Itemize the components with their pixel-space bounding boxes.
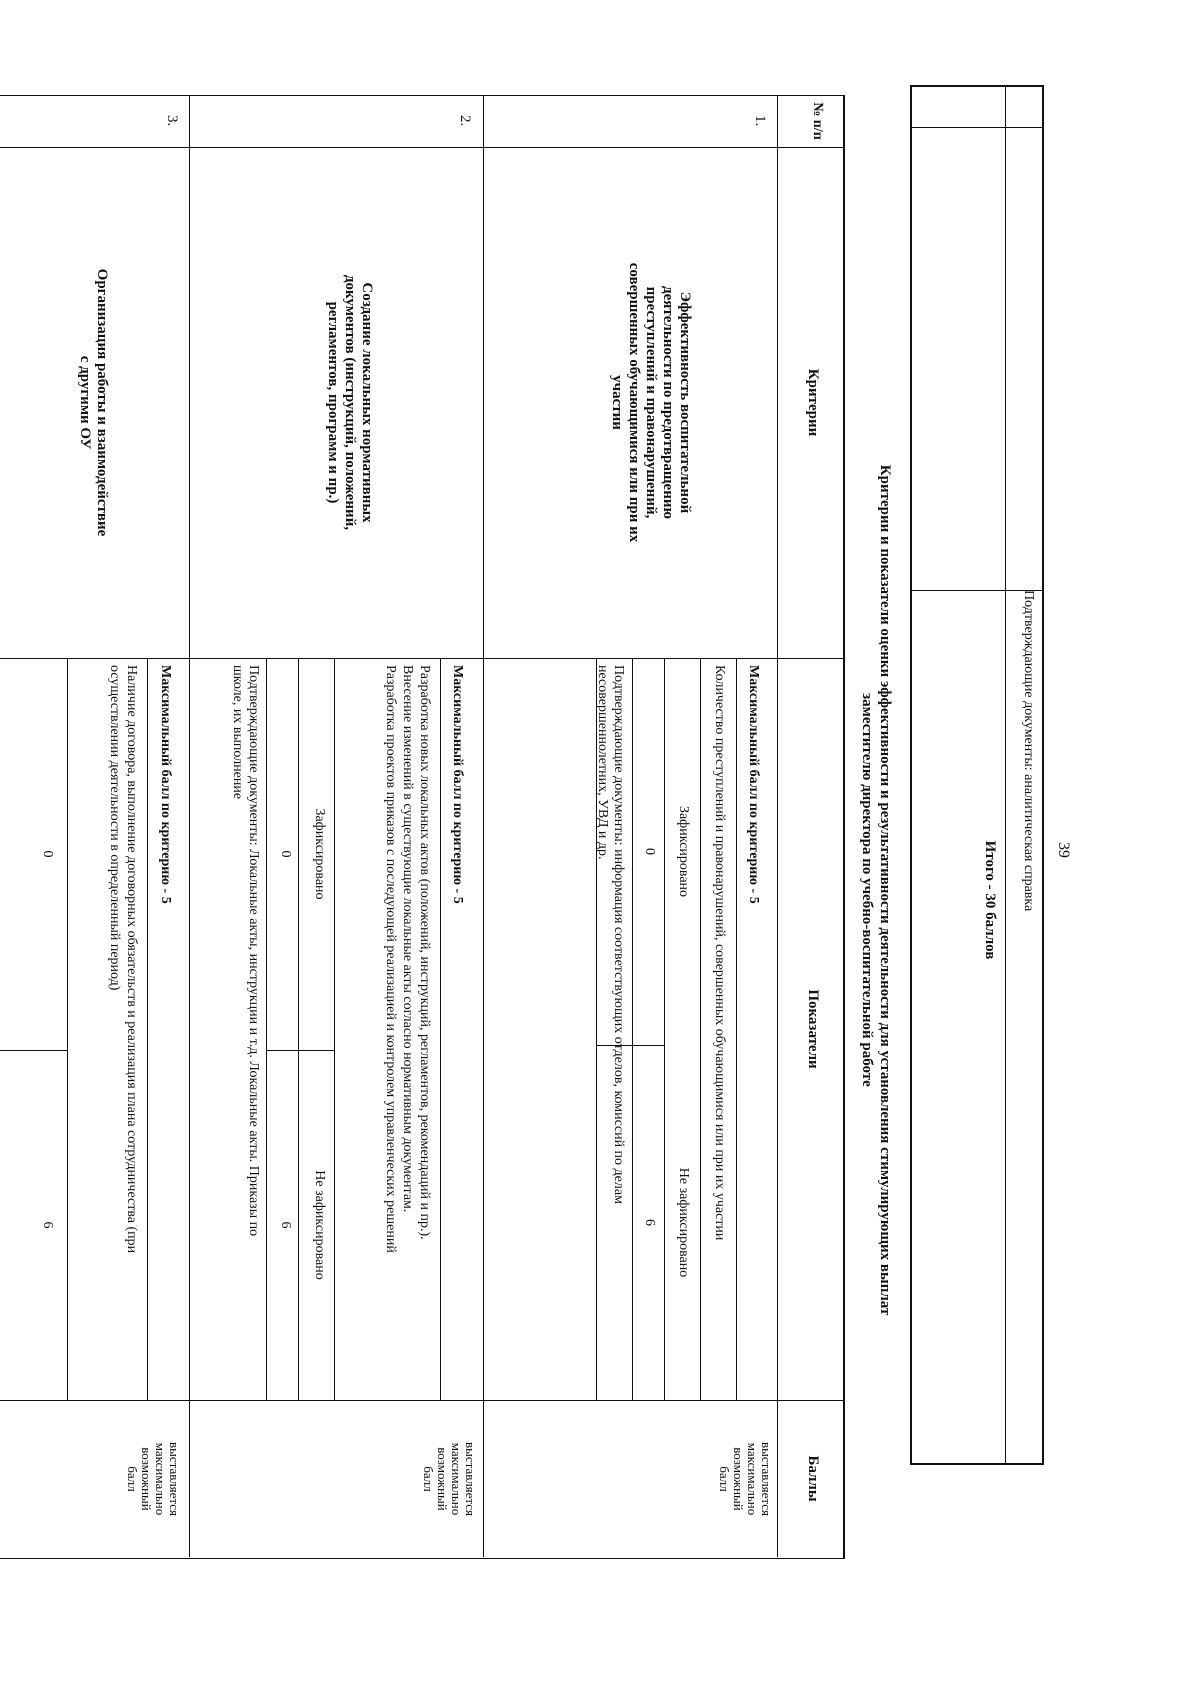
row2-indicator: Разработка новых локальных актов (положений, инструкций, регламентов, рекомендаций и пр.). Внесение изменений в существующие локальные акты согласно нормативным документам. Разработка проектов приказов с последующей реализацией и контролем управленческих решений [383, 665, 432, 1253]
col-divider [0, 658, 845, 659]
row3-criterion: Организация работы и взаимодействие с другими ОУ [77, 268, 110, 537]
header-criteria: Критерии [805, 368, 821, 437]
row-divider [483, 95, 484, 1557]
row1-score-b: 6 [642, 1219, 657, 1226]
row1-subline [632, 658, 633, 1400]
title-line-2: заместителю директора по учебно-воспитательной работе [859, 693, 875, 1087]
summary-col-divider [912, 127, 1042, 128]
title-line-1: Критерии и показатели оценки эффективности и результативности деятельности для установления стимулирующих выплат [877, 464, 893, 1316]
row3-subline [147, 658, 148, 1400]
summary-row-divider [1005, 87, 1006, 1463]
criteria-table [0, 95, 845, 1557]
row2-confirm: Подтверждающие документы: Локальные акты, инструкции и т.д. Локальные акты. Приказы по школе, их выполнение [230, 665, 261, 1237]
row1-subline [736, 658, 737, 1400]
summary-doc-label: Подтверждающие документы: аналитическая справка [1021, 590, 1036, 912]
row2-subline [266, 658, 267, 1400]
row2-opt-b: Не зафиксировано [312, 1170, 327, 1280]
header-points: Баллы [805, 1455, 821, 1502]
row1-subline [700, 658, 701, 1400]
row3-score-a: 0 [40, 850, 55, 858]
row3-split [0, 1050, 68, 1051]
row3-points: выставляется максимально возможный балл [125, 1441, 182, 1517]
row2-max: Максимальный балл по критерию - 5 [450, 665, 465, 904]
row2-score-a: 0 [278, 850, 293, 858]
row3-indicator: Наличие договора, выполнение договорных обязательств и реализация плана сотрудничества (при осуществлении деятельности в определенный период) [107, 665, 139, 1254]
row1-score-a: 0 [642, 848, 657, 855]
row2-subline [334, 658, 335, 1400]
row1-points: выставляется максимально возможный балл [717, 1441, 774, 1517]
row2-opt-a: Зафиксировано [312, 808, 327, 900]
row3-subline [67, 658, 68, 1400]
row-divider [189, 95, 190, 1557]
page-title [858, 240, 894, 1540]
row1-max: Максимальный балл по критерию - 5 [746, 665, 761, 904]
row1-opt-b: Не зафиксировано [676, 1167, 691, 1278]
page-number: 39 [1055, 842, 1072, 858]
row2-score-b: 6 [278, 1221, 293, 1229]
row3-num: 3. [164, 115, 180, 127]
row1-opt-a: Зафиксировано [676, 805, 691, 898]
row1-subline [664, 658, 665, 1400]
row2-criterion: Создание локальных нормативных документов (инструкций, положений, регламентов, программ и пр.) [325, 274, 375, 531]
row2-num: 2. [457, 115, 473, 127]
row1-num: 1. [752, 115, 768, 127]
col-divider [0, 147, 845, 148]
row2-subline [298, 658, 299, 1400]
header-indicators: Показатели [805, 989, 821, 1069]
header-num: № п/п [810, 102, 825, 140]
row1-confirm: Подтверждающие документы: информация соответствующих отделов, комиссий по делам несовершеннолетних, УВД и др. [595, 665, 626, 1204]
row2-subline [440, 658, 441, 1400]
row3-max: Максимальный балл по критерию - 5 [158, 665, 173, 904]
row2-points: выставляется максимально возможный балл [421, 1441, 478, 1517]
header-divider [777, 95, 778, 1557]
row3-score-b: 6 [40, 1221, 55, 1229]
summary-total: Итого - 30 баллов [982, 840, 998, 960]
row1-indicator: Количество преступлений и правонарушений, совершенных обучающимися или при их участии [712, 665, 727, 1241]
row1-criterion: Эффективность воспитательной деятельности по предотвращению преступлений и правонарушений, совершенных обучающимися или при их участии [609, 262, 693, 543]
col-divider [0, 1400, 845, 1401]
